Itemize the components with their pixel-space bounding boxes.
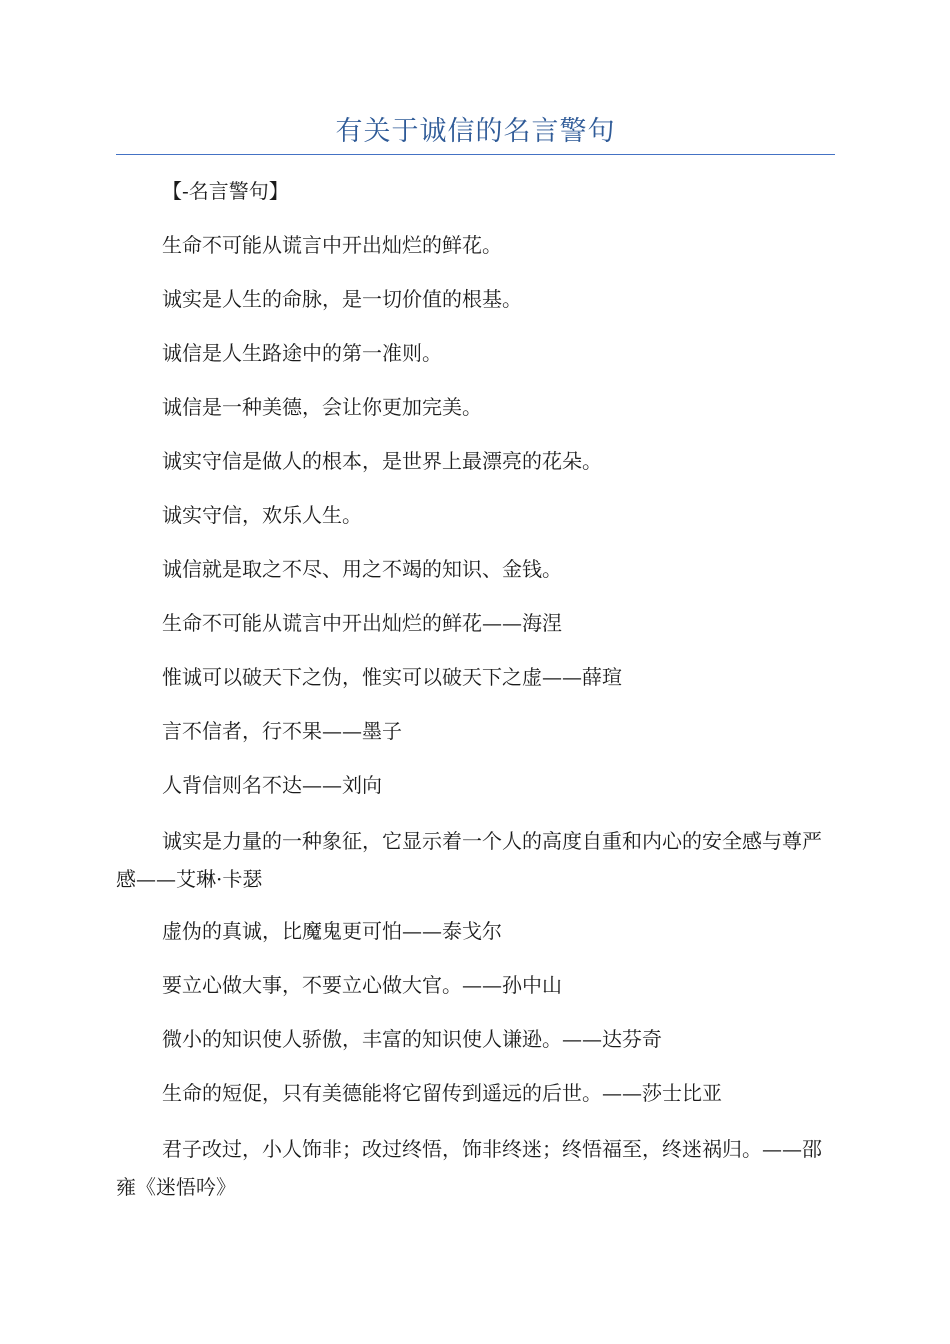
paragraph: 诚实守信，欢乐人生。	[162, 503, 362, 527]
document-body	[116, 174, 835, 1222]
paragraph: 生命的短促，只有美德能将它留传到遥远的后世。——莎士比亚	[162, 1081, 722, 1105]
paragraph: 诚实守信是做人的根本，是世界上最漂亮的花朵。	[162, 449, 602, 473]
paragraph: 君子改过，小人饰非；改过终悟，饰非终迷；终悟福至，终迷祸归。——邵雍《迷悟吟》	[116, 1137, 822, 1199]
document-title: 有关于诚信的名言警句	[335, 116, 616, 147]
paragraph: 人背信则名不达——刘向	[162, 773, 382, 797]
paragraph: 诚实是力量的一种象征，它显示着一个人的高度自重和内心的安全感与尊严感——艾琳·卡瑟	[116, 829, 822, 891]
paragraph: 要立心做大事，不要立心做大官。——孙中山	[162, 973, 562, 997]
paragraph: 生命不可能从谎言中开出灿烂的鲜花。	[162, 233, 502, 257]
section-heading: 【-名言警句】	[162, 179, 289, 203]
paragraph: 诚实是人生的命脉，是一切价值的根基。	[162, 287, 522, 311]
paragraph: 诚信是人生路途中的第一准则。	[162, 341, 442, 365]
paragraph: 虚伪的真诚，比魔鬼更可怕——泰戈尔	[162, 919, 502, 943]
paragraph: 言不信者，行不果——墨子	[162, 719, 402, 743]
paragraph: 诚信就是取之不尽、用之不竭的知识、金钱。	[162, 557, 562, 581]
paragraph: 微小的知识使人骄傲，丰富的知识使人谦逊。——达芬奇	[162, 1027, 662, 1051]
paragraph: 生命不可能从谎言中开出灿烂的鲜花——海涅	[162, 611, 562, 635]
paragraph: 诚信是一种美德，会让你更加完美。	[162, 395, 482, 419]
title-underline	[116, 154, 835, 155]
paragraph: 惟诚可以破天下之伪，惟实可以破天下之虚——薛瑄	[162, 665, 622, 689]
